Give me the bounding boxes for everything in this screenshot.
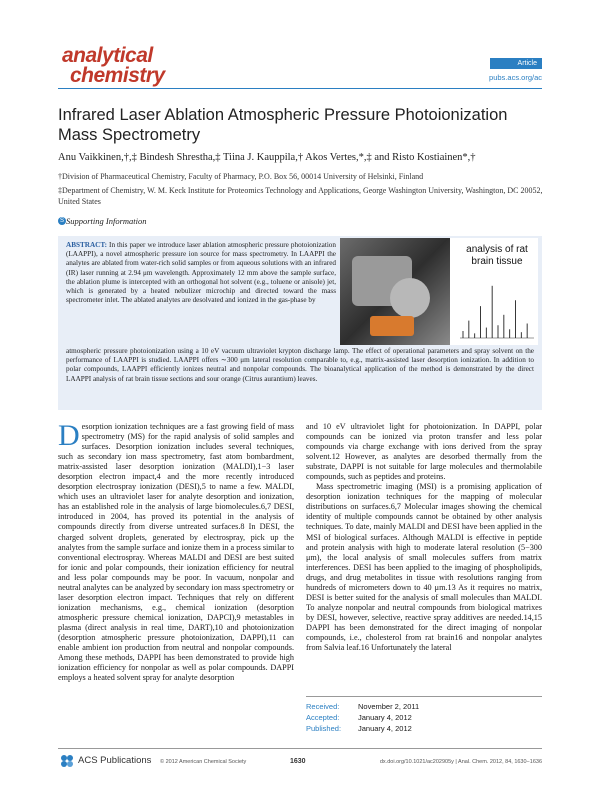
journal-logo: [62, 44, 192, 88]
published-label: Published:: [306, 724, 342, 733]
published-date: January 4, 2012: [358, 724, 412, 733]
copyright: © 2012 American Chemical Society: [160, 759, 247, 765]
photo-part: [370, 316, 414, 336]
abstract-text-wrapped: [66, 241, 336, 305]
body-column-left: [58, 419, 294, 683]
accepted-date: January 4, 2012: [358, 713, 412, 722]
dropcap: D: [58, 419, 80, 452]
received-label: Received:: [306, 702, 340, 711]
supporting-info-link[interactable]: Supporting Information: [66, 216, 147, 226]
body-paragraph: and 10 eV ultraviolet light for photoionization. In DAPPI, polar compounds can be ionized via proton transfer and less polar compounds via charge exchange with ions derived from the spray solvent.12 However, as analytes are desorbed thermally from the substrate, DAPPI is not suitable for large molecules and thermolabile compounds, such as peptides and proteins.: [306, 422, 542, 482]
instrument-photo: [340, 238, 450, 345]
accepted-label: Accepted:: [306, 713, 340, 722]
mass-spectrum-chart: [456, 272, 536, 342]
body-paragraph: Mass spectrometric imaging (MSI) is a promising application of desorption ionization techniques for the mapping of molecular distributions on surfaces.6,7 Molecular images showing the chemical identity of multiple compounds cannot be obtained by other analysis techniques. To date, mainly MALDI and DESI have been applied in the MSI of biological surfaces. Although MALDI is effective in peptide and protein analysis with high to moderate lateral resolution (5−300 μm), the local analysis of small molecules suffers from matrix interferences. DESI has been applied to the imaging of phospholipids, drugs, and drug metabolites in tissue with resolutions ranging from hundreds of micrometers down to 40 μm.13 As it requires no matrix, DESI is better suited for the analysis of small molecules than MALDI. To analyze nonpolar and neutral compounds from biological matrixes by DESI, however, selective, reactive spray additives are needed.14,15 DAPPI has been demonstrated for the direct imaging of nonpolar compounds, i.e., cholesterol from rat brain16 and nonpolar analytes from Salvia leaf.16 Unfortunately the lateral: [306, 482, 542, 653]
body-column-right: [306, 422, 542, 653]
abstract-text-full: atmospheric pressure photoionization using a 10 eV vacuum ultraviolet krypton discharge lamp. The effect of operational parameters and spray solvent on the performance of LAAPPI is studied. LAAPPI offers ∼300 μm lateral resolution comparable to, e.g., matrix-assisted laser desorption ionization. In addition to polar compounds, LAAPPI efficiently ionizes neutral and nonpolar compounds. The bioanalytical application of the method is demonstrated by the direct LAAPPI analysis of rat brain tissue sections and sour orange (Citrus aurantium) leaves.: [66, 347, 534, 383]
abstract-label: ABSTRACT:: [66, 241, 108, 249]
logo-line-1: analytical: [62, 44, 153, 67]
toc-caption: analysis of rat brain tissue: [466, 244, 528, 267]
supporting-info-icon[interactable]: S: [59, 218, 64, 224]
paper-title: Infrared Laser Ablation Atmospheric Pressure Photoionization Mass Spectrometry: [58, 106, 508, 144]
affiliation-1: †Division of Pharmaceutical Chemistry, Faculty of Pharmacy, P.O. Box 56, 00014 University of Helsinki, Finland: [58, 172, 424, 181]
received-date: November 2, 2011: [358, 702, 420, 711]
doi-citation[interactable]: dx.doi.org/10.1021/ac202905y | Anal. Chem. 2012, 84, 1630−1636: [379, 759, 542, 765]
body-paragraph: esorption ionization techniques are a fast growing field of mass spectrometry (MS) for the rapid analysis of solid samples and surfaces. Desorption ionization includes several techniques, such as secondary ion mass spectrometry, fast atom bombardment, matrix-assisted laser desorption ionization (MALDI),1−3 laser desorption electron impact,4 and the more recently introduced desorption electrospray ionization (DESI),5 to name a few. MALDI, which uses an ultraviolet laser for analyte desorption and ionization, has an established role in the analysis of large biomolecules.6,7 DESI, introduced in 2004, has proved its potential in the analysis of compounds directly from diverse untreated surfaces.8 In DESI, the charged solvent droplets, generated by electrospray, pick up the analytes from the sample surface and ionize them in a process similar to conventional electrospray. Whereas MALDI and DESI are best suited for ionic and polar compounds, their ionization efficiency for neutral and less polar compounds may be poor. In vacuum, nonpolar and neutral analytes can be analyzed by secondary ion mass spectrometry or laser desorption electron impact. Techniques that rely on different ionization mechanisms, e.g., chemical ionization (desorption atmospheric pressure chemical ionization, DAPCI),9 metastables in plasma (direct analysis in real time, DART),10 and photoionization (desorption atmospheric pressure photoionization, DAPPI),11 can enable ambient ion production from neutral and nonpolar compounds. Among these methods, DAPPI has been demonstrated to provide high ionization efficiency for nonpolar as well as polar compounds. DAPPI employs a heated solvent spray for analyte desorption: [58, 422, 294, 683]
header-rule: [58, 88, 542, 89]
acs-logo-icon: [60, 754, 74, 768]
photo-part: [390, 278, 430, 318]
toc-graphic: [340, 238, 538, 345]
affiliation-2: ‡Department of Chemistry, W. M. Keck Institute for Proteomics Technology and Applications, George Washington University, Washington, DC 20052, United States: [58, 186, 543, 206]
page-number: 1630: [290, 758, 306, 765]
article-type-badge: Article: [490, 58, 542, 69]
publisher-name: ACS Publications: [78, 755, 152, 766]
journal-url-link[interactable]: pubs.acs.org/ac: [489, 73, 542, 82]
author-list: Anu Vaikkinen,†,‡ Bindesh Shrestha,‡ Tiina J. Kauppila,† Akos Vertes,*,‡ and Risto Kostiainen*,†: [58, 152, 476, 163]
abstract-body-1: In this paper we introduce laser ablation atmospheric pressure photoionization (LAAPPI), a novel atmospheric pressure ion source for mass spectrometry. In LAAPPI the analytes are ablated from water-rich solid samples or from aqueous solutions with an infrared (IR) laser running at 2.94 μm wavelength. Approximately 12 mm above the sample surface, the ablation plume is intercepted with an orthogonal hot solvent (e.g., toluene or anisole) jet, which is generated by a heated nebulizer microchip and directed toward the mass spectrometer inlet. The ablated analytes are desolvated and ionized in the gas-phase by: [66, 241, 336, 305]
logo-line-2: chemistry: [70, 64, 165, 87]
publication-history: [306, 696, 542, 734]
footer-rule: [58, 748, 542, 749]
